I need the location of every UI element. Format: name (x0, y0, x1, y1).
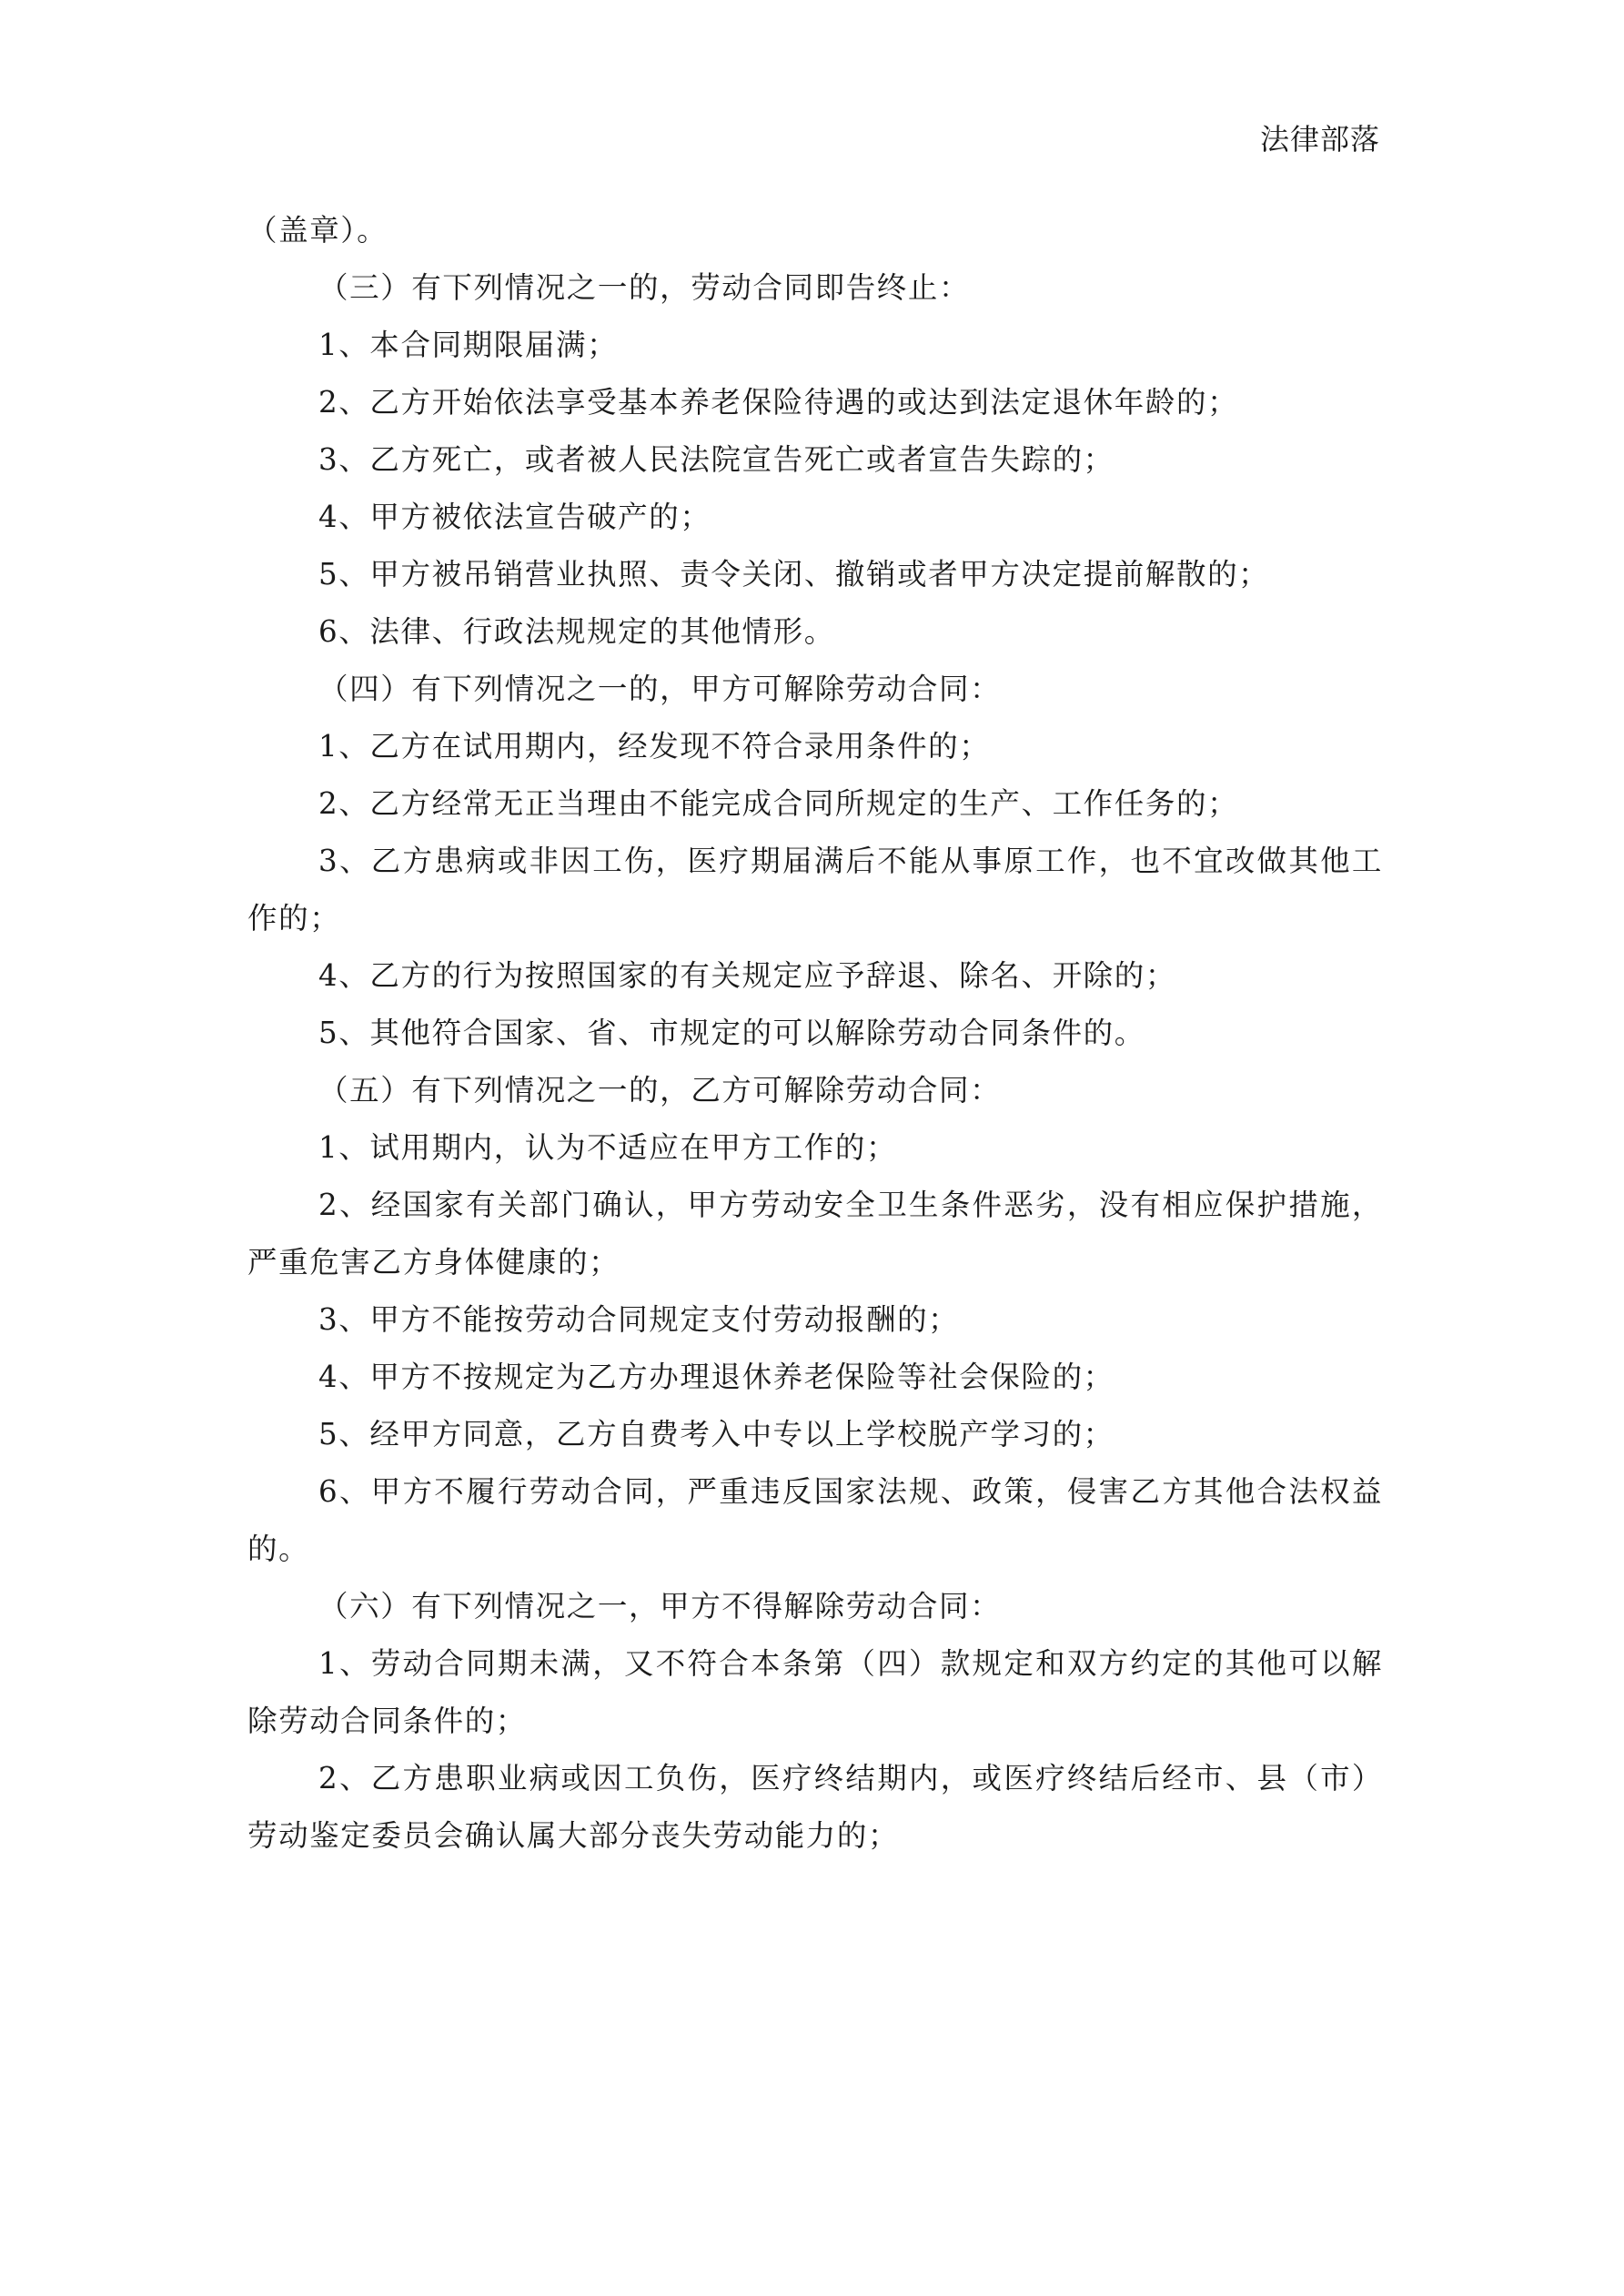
paragraph: （四）有下列情况之一的，甲方可解除劳动合同： (318, 672, 1002, 706)
paragraph: 5、经甲方同意，乙方自费考入中专以上学校脱产学习的； (318, 1417, 1115, 1451)
paragraph: （三）有下列情况之一的，劳动合同即告终止： (318, 270, 971, 305)
paragraph: 2、乙方经常无正当理由不能完成合同所规定的生产、工作任务的； (318, 786, 1239, 821)
paragraph: 1、乙方在试用期内，经发现不符合录用条件的； (318, 729, 991, 764)
header-brand: 法律部落 (1259, 122, 1380, 157)
paragraph: 2、乙方患职业病或因工负伤，医疗终结期内，或医疗终结后经市、县（市）劳动鉴定委员会确认属大部分丧失劳动能力的； (247, 1761, 1383, 1853)
paragraph: 5、甲方被吊销营业执照、责令关闭、撤销或者甲方决定提前解散的； (318, 557, 1270, 592)
paragraph: 1、本合同期限届满； (318, 328, 619, 362)
paragraph: （六）有下列情况之一，甲方不得解除劳动合同： (318, 1589, 1002, 1623)
paragraph: 1、劳动合同期未满，又不符合本条第（四）款规定和双方约定的其他可以解除劳动合同条件的； (247, 1646, 1383, 1738)
paragraph: （盖章）。 (247, 213, 388, 248)
paragraph: 2、乙方开始依法享受基本养老保险待遇的或达到法定退休年龄的； (318, 385, 1239, 420)
document-body (247, 202, 1383, 1865)
paragraph: 6、法律、行政法规规定的其他情形。 (318, 614, 835, 649)
paragraph: 6、甲方不履行劳动合同，严重违反国家法规、政策，侵害乙方其他合法权益的。 (247, 1474, 1383, 1566)
paragraph: 2、经国家有关部门确认，甲方劳动安全卫生条件恶劣，没有相应保护措施，严重危害乙方身体健康的； (247, 1188, 1383, 1279)
paragraph: 4、甲方被依法宣告破产的； (318, 500, 711, 534)
paragraph: 3、甲方不能按劳动合同规定支付劳动报酬的； (318, 1302, 960, 1337)
paragraph: 3、乙方患病或非因工伤，医疗期届满后不能从事原工作，也不宜改做其他工作的； (247, 844, 1383, 936)
paragraph: （五）有下列情况之一的，乙方可解除劳动合同： (318, 1073, 1002, 1108)
paragraph: 3、乙方死亡，或者被人民法院宣告死亡或者宣告失踪的； (318, 442, 1115, 477)
paragraph: 5、其他符合国家、省、市规定的可以解除劳动合同条件的。 (318, 1016, 1145, 1050)
paragraph: 1、试用期内，认为不适应在甲方工作的； (318, 1130, 898, 1165)
paragraph: 4、甲方不按规定为乙方办理退休养老保险等社会保险的； (318, 1360, 1115, 1394)
paragraph: 4、乙方的行为按照国家的有关规定应予辞退、除名、开除的； (318, 958, 1176, 993)
